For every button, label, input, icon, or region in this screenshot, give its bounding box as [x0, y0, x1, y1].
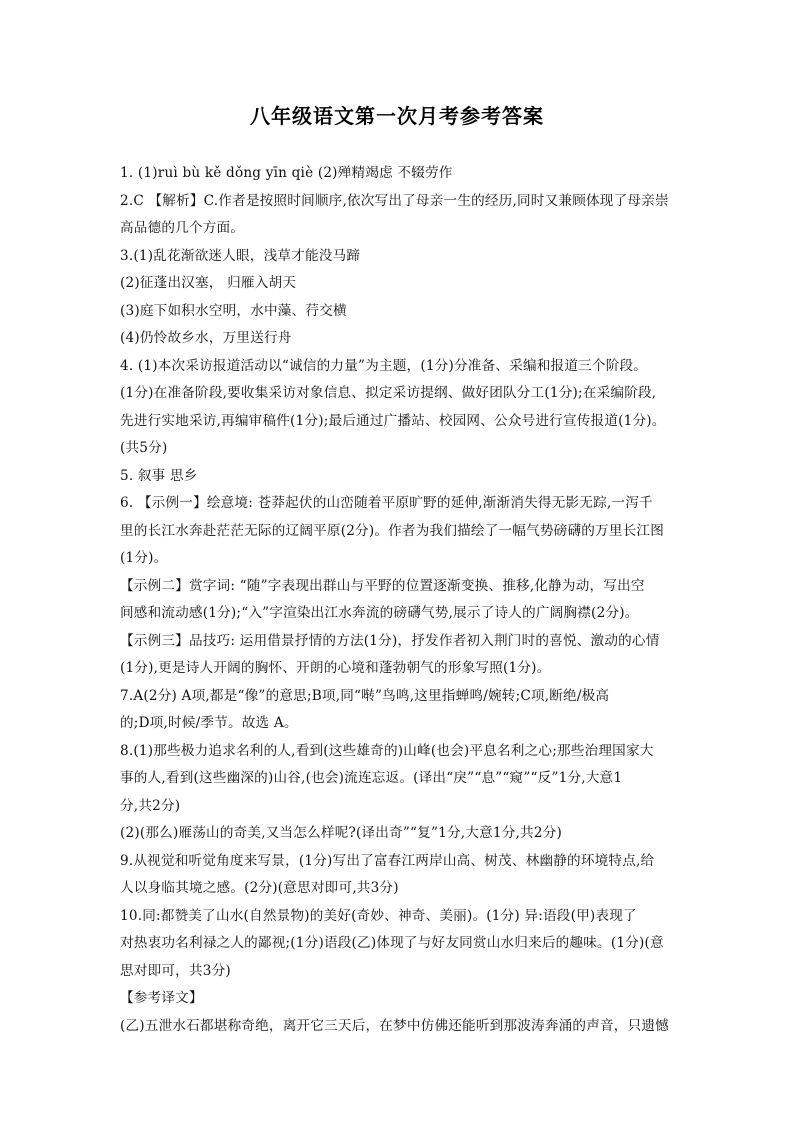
answer-line: 里的长江水奔赴茫茫无际的辽阔平原(2分)。作者为我们描绘了一幅气势磅礴的万里长江图 — [120, 522, 665, 539]
answer-line: (1分)。 — [120, 550, 168, 566]
answer-line: (4)仍怜故乡水，万里送行舟 — [120, 330, 292, 346]
answer-line: 思对即可，共3分) — [120, 962, 231, 979]
answer-line: 8.(1)那些极力追求名利的人,看到(这些雄奇的)山峰(也会)平息名利之心;那些治理国家大 — [120, 742, 654, 759]
answer-line: 5. 叙事 思乡 — [120, 467, 198, 484]
answer-line: 人以身临其境之感。(2分)(意思对即可,共3分) — [120, 880, 399, 896]
answer-line: 9.从视觉和听觉角度来写景，(1分)写出了富春江两岸山高、树茂、林幽静的环境特点,给 — [120, 852, 655, 869]
document-title: 八年级语文第一次月考参考答案 — [250, 104, 544, 128]
answer-line: (1分)在准备阶段,要收集采访对象信息、拟定采访提纲、做好团队分工(1分);在采编阶段, — [120, 385, 657, 401]
answer-line: 7.A(2分) A项,都是“像”的意思;B项,同“啭”鸟鸣,这里指蝉鸣/婉转;C项,断绝/极高 — [120, 687, 610, 704]
answer-line: 分,共2分) — [120, 797, 181, 814]
answer-line: 事的人,看到(这些幽深的)山谷,(也会)流连忘返。(译出“戾”“息”“窥”“反”1分,大意1 — [120, 770, 623, 786]
answer-line: 【示例二】赏字词: “随”字表现出群山与平野的位置逐渐变换、推移,化静为动，写出空 — [120, 577, 645, 594]
answer-line: 的;D项,时候/季节。故选 A。 — [120, 715, 298, 731]
answer-line: 1. (1)ruì bù kě dǒng yīn qiè (2)殚精竭虑 不辍劳作 — [120, 165, 453, 181]
answer-line: (1分),更是诗人开阔的胸怀、开朗的心境和蓬勃朝气的形象写照(1分)。 — [120, 660, 551, 676]
answer-line: 【参考译文】 — [120, 990, 203, 1006]
answer-line: (3)庭下如积水空明，水中藻、荇交横 — [120, 302, 347, 319]
answer-line: (2)(那么)雁荡山的奇美,又当怎么样呢?(译出奇”“复”1分,大意1分,共2分) — [120, 825, 562, 841]
answer-line: 6. 【示例一】绘意境: 苍莽起伏的山峦随着平原旷野的延伸,渐渐消失得无影无踪,一泻千 — [120, 495, 653, 511]
answer-line: (共5分) — [120, 440, 168, 456]
answer-line: 2.C 【解析】C.作者是按照时间顺序,依次写出了母亲一生的经历,同时又兼顾体现了母亲崇 — [120, 192, 669, 209]
answer-line: 高品德的几个方面。 — [120, 220, 245, 236]
answer-line: 间感和流动感(1分);“入”字渲染出江水奔流的磅礴气势,展示了诗人的广阔胸襟(2分)。 — [120, 605, 639, 621]
answer-line: (2)征蓬出汉塞， 归雁入胡天 — [120, 275, 297, 291]
answer-line: 先进行实地采访,再编审稿件(1分);最后通过广播站、校园网、公众号进行宣传报道(1分)。 — [120, 412, 666, 429]
answer-content — [120, 160, 676, 1040]
answer-line: 4. (1)本次采访报道活动以“诚信的力量”为主题，(1分)分准备、采编和报道三个阶段。 — [120, 357, 648, 374]
answer-line: (乙)五泄水石都堪称奇绝，离开它三天后，在梦中仿佛还能听到那波涛奔涌的声音，只遗憾 — [120, 1017, 669, 1034]
answer-line: 10.同:都赞美了山水(自然景物)的美好(奇妙、神奇、美丽)。(1分) 异:语段(甲)表现了 — [120, 907, 637, 924]
answer-line: 【示例三】品技巧: 运用借景抒情的方法(1分)，抒发作者初入荆门时的喜悦、激动的心情 — [120, 632, 660, 649]
answer-line: 对热衷功名利禄之人的鄙视;(1分)语段(乙)体现了与好友同赏山水归来后的趣味。(1分)(意 — [120, 935, 664, 951]
answer-line: 3.(1)乱花渐欲迷人眼，浅草才能没马蹄 — [120, 247, 361, 264]
